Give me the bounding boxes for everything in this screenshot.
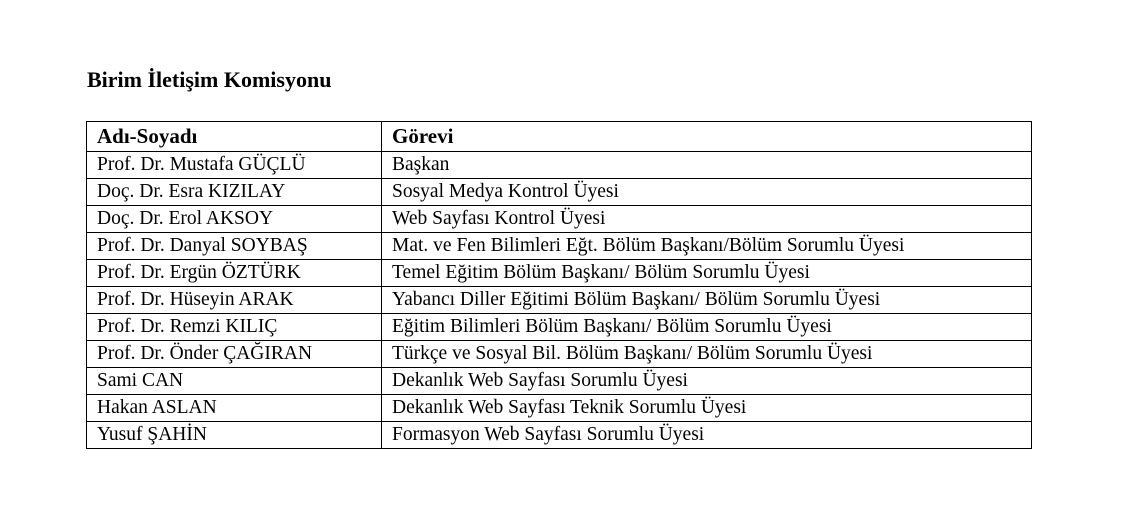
table-row [87, 314, 1032, 341]
table-row [87, 368, 1032, 395]
member-name: Yusuf ŞAHİN [87, 422, 382, 449]
member-name: Sami CAN [87, 368, 382, 395]
member-role: Dekanlık Web Sayfası Teknik Sorumlu Üyesi [382, 395, 1032, 422]
member-role: Temel Eğitim Bölüm Başkanı/ Bölüm Sorumlu Üyesi [382, 260, 1032, 287]
member-role: Türkçe ve Sosyal Bil. Bölüm Başkanı/ Bölüm Sorumlu Üyesi [382, 341, 1032, 368]
member-name: Hakan ASLAN [87, 395, 382, 422]
member-name: Prof. Dr. Remzi KILIÇ [87, 314, 382, 341]
header-role: Görevi [382, 122, 1032, 152]
table-header [87, 122, 1032, 152]
member-role: Web Sayfası Kontrol Üyesi [382, 206, 1032, 233]
member-name: Prof. Dr. Ergün ÖZTÜRK [87, 260, 382, 287]
member-role: Sosyal Medya Kontrol Üyesi [382, 179, 1032, 206]
table-row [87, 233, 1032, 260]
member-name: Prof. Dr. Mustafa GÜÇLÜ [87, 152, 382, 179]
member-role: Formasyon Web Sayfası Sorumlu Üyesi [382, 422, 1032, 449]
page-title: Birim İletişim Komisyonu [87, 67, 332, 92]
table-row [87, 422, 1032, 449]
member-role: Eğitim Bilimleri Bölüm Başkanı/ Bölüm Sorumlu Üyesi [382, 314, 1032, 341]
committee-table [86, 121, 1032, 449]
member-name: Prof. Dr. Önder ÇAĞIRAN [87, 341, 382, 368]
header-row [87, 122, 1032, 152]
table-row [87, 152, 1032, 179]
table-row [87, 260, 1032, 287]
table-row [87, 206, 1032, 233]
member-role: Başkan [382, 152, 1032, 179]
member-name: Prof. Dr. Danyal SOYBAŞ [87, 233, 382, 260]
table-row [87, 287, 1032, 314]
member-role: Mat. ve Fen Bilimleri Eğt. Bölüm Başkanı/Bölüm Sorumlu Üyesi [382, 233, 1032, 260]
member-role: Dekanlık Web Sayfası Sorumlu Üyesi [382, 368, 1032, 395]
table-row [87, 179, 1032, 206]
table-row [87, 395, 1032, 422]
member-role: Yabancı Diller Eğitimi Bölüm Başkanı/ Bölüm Sorumlu Üyesi [382, 287, 1032, 314]
table-row [87, 341, 1032, 368]
table-body [87, 152, 1032, 449]
member-name: Doç. Dr. Esra KIZILAY [87, 179, 382, 206]
member-name: Prof. Dr. Hüseyin ARAK [87, 287, 382, 314]
member-name: Doç. Dr. Erol AKSOY [87, 206, 382, 233]
header-name: Adı-Soyadı [87, 122, 382, 152]
